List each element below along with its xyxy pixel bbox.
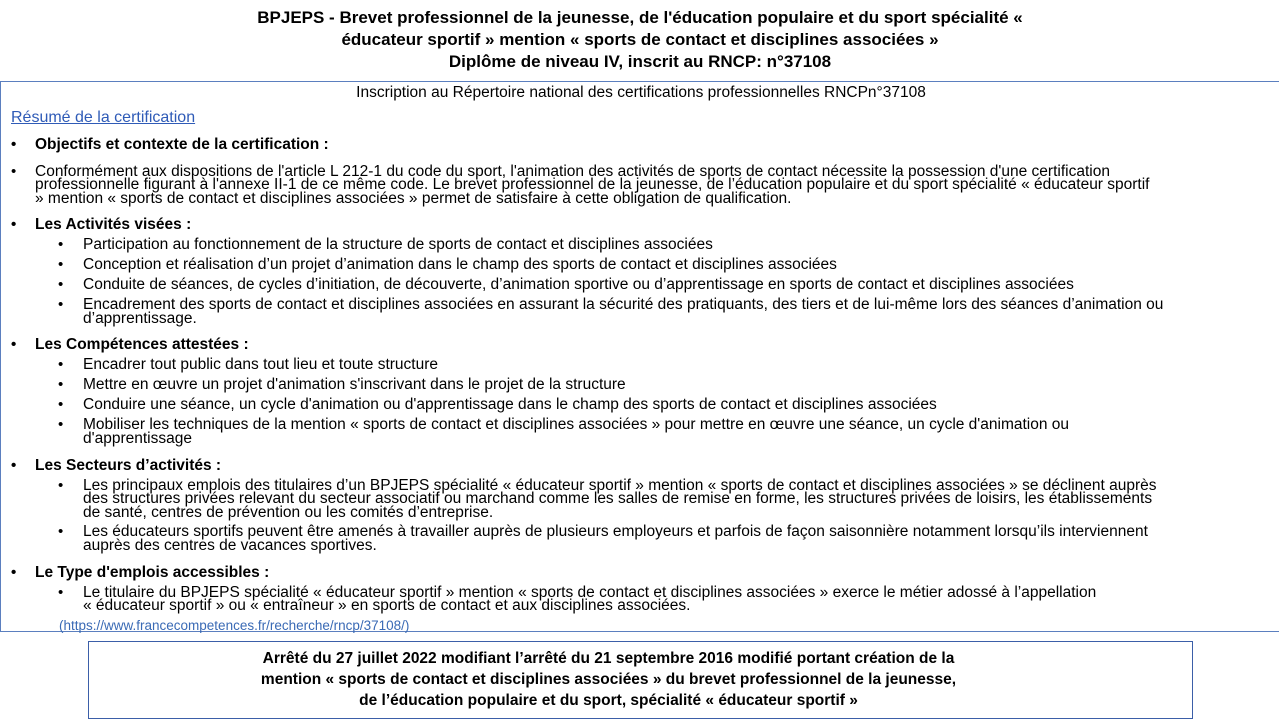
bullet: • xyxy=(58,236,64,253)
competence-1: Encadrer tout public dans tout lieu et toute structure xyxy=(83,356,438,373)
activite-2: Conception et réalisation d’un projet d’animation dans le champ des sports de contact et disciplines associées xyxy=(83,256,837,273)
secteur-1a: Les principaux emplois des titulaires d’un BPJEPS spécialité « éducateur sportif » mention « sports de contact et disciplines associées » se déclinent auprès xyxy=(83,477,1157,494)
emploi-1a: Le titulaire du BPJEPS spécialité « éducateur sportif » mention « sports de contact et disciplines associées » exerce le métier adossé à l’appellation xyxy=(83,584,1097,601)
competence-4a: Mobiliser les techniques de la mention « sports de contact et disciplines associées » pour mettre en œuvre une séance, un cycle d'animation ou xyxy=(83,416,1070,433)
header-line-2: éducateur sportif » mention « sports de contact et disciplines associées » xyxy=(341,30,939,49)
bullet: • xyxy=(58,396,64,413)
objectifs-text-3: » mention « sports de contact et disciplines associées » permet de satisfaire à cette obligation de qualification. xyxy=(35,190,792,207)
header-line-1: BPJEPS - Brevet professionnel de la jeunesse, de l'éducation populaire et du sport spécialité « xyxy=(257,8,1023,27)
secteur-1c: de santé, centres de prévention ou les comités d’entreprise. xyxy=(83,504,494,521)
bullet: • xyxy=(58,416,64,433)
bullet: • xyxy=(58,256,64,273)
arrete-line-3: de l’éducation populaire et du sport, spécialité « éducateur sportif » xyxy=(359,692,858,709)
bullet: • xyxy=(11,564,17,581)
bullet: • xyxy=(58,477,64,494)
activite-3: Conduite de séances, de cycles d’initiation, de découverte, d’animation sportive ou d’apprentissage en sports de contact et disciplines associées xyxy=(83,276,1074,293)
arrete-line-2: mention « sports de contact et disciplines associées » du brevet professionnel de la jeunesse, xyxy=(260,671,957,688)
bullet: • xyxy=(58,296,64,313)
bullet: • xyxy=(11,336,17,353)
source-link[interactable]: (https://www.francecompetences.fr/recherche/rncp/37108/) xyxy=(59,618,410,633)
bullet: • xyxy=(11,216,17,233)
competence-3: Conduire une séance, un cycle d'animation ou d'apprentissage dans le champ des sports de contact et disciplines associées xyxy=(83,396,937,413)
secteur-1b: des structures privées relevant du secteur associatif ou marchand comme les salles de remise en forme, les structures privées de loisirs, les établissements xyxy=(83,490,1153,507)
secteur-2b: auprès des centres de vacances sportives. xyxy=(83,537,377,554)
bullet: • xyxy=(58,584,64,601)
activite-1: Participation au fonctionnement de la structure de sports de contact et disciplines associées xyxy=(83,236,713,253)
section-heading: Les Compétences attestées : xyxy=(35,336,249,353)
arrete-line-1: Arrêté du 27 juillet 2022 modifiant l’arrêté du 21 septembre 2016 modifié portant création de la xyxy=(262,650,955,667)
bullet: • xyxy=(58,523,64,540)
competence-4b: d'apprentissage xyxy=(83,430,192,447)
certification-summary-box xyxy=(0,81,1279,632)
bullet: • xyxy=(58,276,64,293)
secteur-2a: Les éducateurs sportifs peuvent être amenés à travailler auprès de plusieurs employeurs et parfois de façon saisonnière notamment lorsqu’ils interviennent xyxy=(83,523,1148,540)
bullet: • xyxy=(11,457,17,474)
page-header xyxy=(0,7,1280,73)
bullet: • xyxy=(11,163,17,180)
bullet: • xyxy=(58,356,64,373)
rncp-subtitle: Inscription au Répertoire national des certifications professionnelles RNCPn°37108 xyxy=(356,84,926,101)
activite-4b: d’apprentissage. xyxy=(83,310,197,327)
objectifs-text-1: Conformément aux dispositions de l'article L 212-1 du code du sport, l'animation des activités de sports de contact nécessite la possession d'une certification xyxy=(35,163,1110,180)
section-heading: Le Type d'emplois accessibles : xyxy=(35,564,270,581)
section-heading: Les Activités visées : xyxy=(35,216,192,233)
emploi-1b: « éducateur sportif » ou « entraîneur » en sports de contact et aux disciplines associées. xyxy=(83,597,691,614)
bullet: • xyxy=(11,136,17,153)
activite-4a: Encadrement des sports de contact et disciplines associées en assurant la sécurité des pratiquants, des tiers et de lui-même lors des séances d’animation ou xyxy=(83,296,1164,313)
section-heading: Objectifs et contexte de la certification : xyxy=(35,136,329,153)
header-line-3: Diplôme de niveau IV, inscrit au RNCP: n°37108 xyxy=(448,52,832,71)
resume-link[interactable]: Résumé de la certification xyxy=(11,109,196,126)
bullet: • xyxy=(58,376,64,393)
arrete-box xyxy=(88,641,1193,719)
section-heading: Les Secteurs d’activités : xyxy=(35,457,222,474)
competence-2: Mettre en œuvre un projet d'animation s'inscrivant dans le projet de la structure xyxy=(83,376,626,393)
objectifs-text-2: professionnelle figurant à l'annexe II-1 de ce même code. Le brevet professionnel de la jeunesse, de l’éducation populaire et du sport spécialité « éducateur sportif xyxy=(35,176,1150,193)
